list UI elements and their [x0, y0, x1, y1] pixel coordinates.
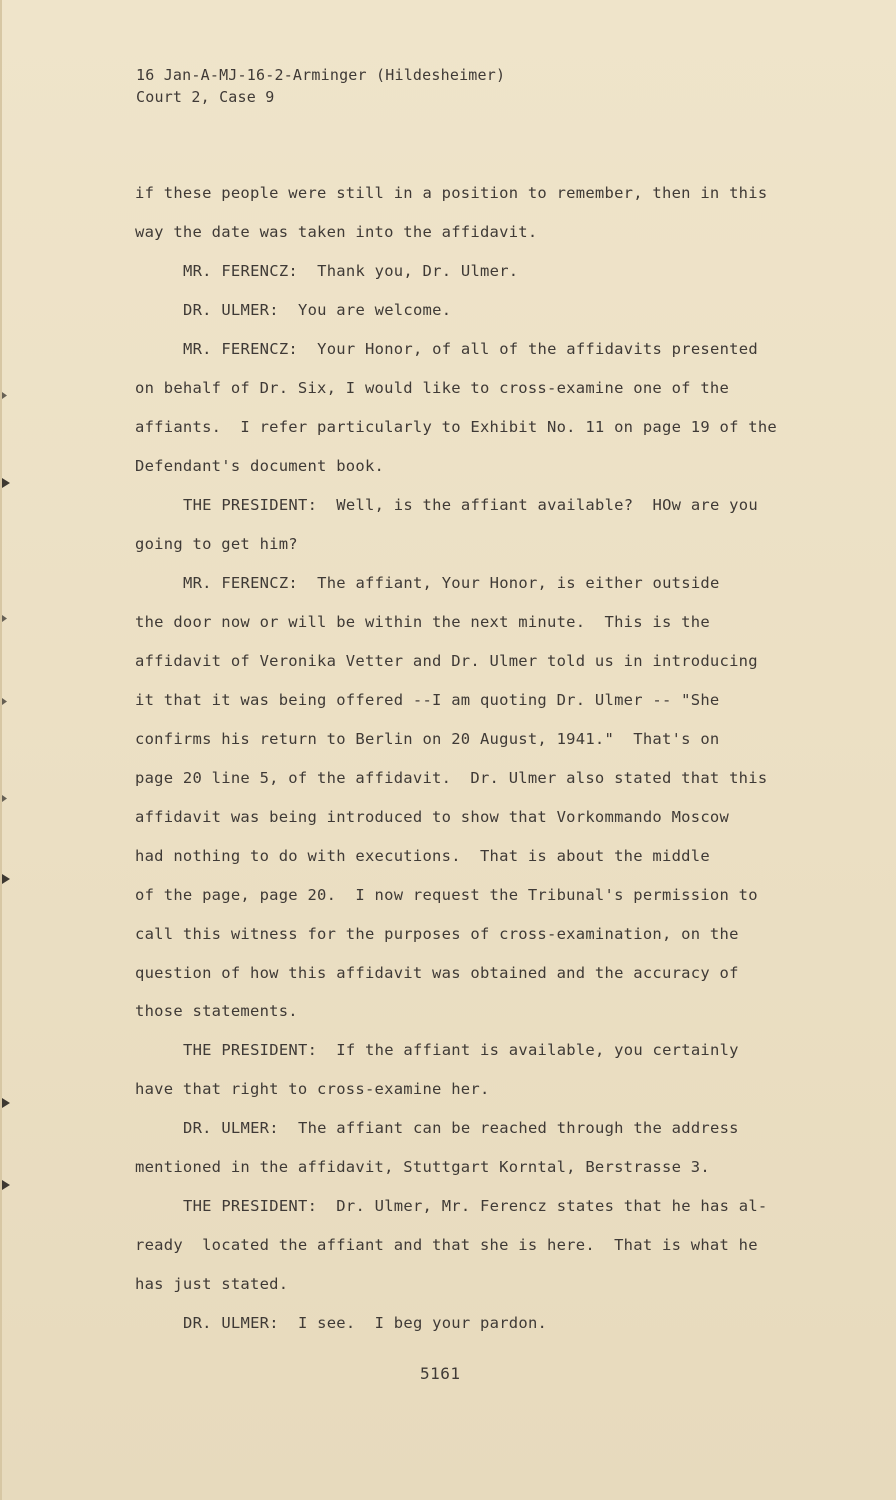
- text-line: page 20 line 5, of the affidavit. Dr. Ulmer also stated that this: [135, 769, 768, 787]
- text-line: affiants. I refer particularly to Exhibit No. 11 on page 19 of the: [135, 418, 777, 436]
- text-line: MR. FERENCZ: Thank you, Dr. Ulmer.: [183, 262, 519, 280]
- margin-mark: [2, 615, 7, 622]
- text-line: affidavit was being introduced to show that Vorkommando Moscow: [135, 808, 730, 826]
- text-line: ready located the affiant and that she is here. That is what he: [135, 1236, 758, 1254]
- text-line: if these people were still in a position to remember, then in this: [135, 184, 768, 202]
- text-line: DR. ULMER: The affiant can be reached through the address: [183, 1119, 739, 1137]
- margin-mark: [2, 874, 10, 884]
- text-line: confirms his return to Berlin on 20 August, 1941." That's on: [135, 730, 720, 748]
- text-line: DR. ULMER: You are welcome.: [183, 301, 452, 319]
- text-line: on behalf of Dr. Six, I would like to cross-examine one of the: [135, 379, 730, 397]
- margin-mark: [2, 1098, 10, 1108]
- margin-mark: [2, 795, 7, 802]
- text-line: going to get him?: [135, 535, 298, 553]
- text-line: THE PRESIDENT: Well, is the affiant available? HOw are you: [183, 496, 758, 514]
- text-line: MR. FERENCZ: Your Honor, of all of the affidavits presented: [183, 340, 758, 358]
- margin-mark: [2, 478, 10, 488]
- margin-mark: [2, 1180, 10, 1190]
- text-line: have that right to cross-examine her.: [135, 1080, 490, 1098]
- text-line: it that it was being offered --I am quoting Dr. Ulmer -- "She: [135, 691, 720, 709]
- text-line: THE PRESIDENT: Dr. Ulmer, Mr. Ferencz states that he has al-: [183, 1197, 768, 1215]
- text-line: of the page, page 20. I now request the Tribunal's permission to: [135, 886, 758, 904]
- text-line: THE PRESIDENT: If the affiant is available, you certainly: [183, 1041, 739, 1059]
- text-line: had nothing to do with executions. That is about the middle: [135, 847, 710, 865]
- text-line: call this witness for the purposes of cross-examination, on the: [135, 925, 739, 943]
- text-line: DR. ULMER: I see. I beg your pardon.: [183, 1314, 548, 1332]
- text-line: MR. FERENCZ: The affiant, Your Honor, is either outside: [183, 574, 720, 592]
- margin-mark: [2, 698, 7, 705]
- page-number: 5161: [420, 1364, 461, 1383]
- text-line: way the date was taken into the affidavit.: [135, 223, 538, 241]
- text-line: those statements.: [135, 1002, 298, 1020]
- text-line: has just stated.: [135, 1275, 289, 1293]
- header-court-case: Court 2, Case 9: [136, 88, 275, 106]
- text-line: question of how this affidavit was obtained and the accuracy of: [135, 964, 739, 982]
- text-line: the door now or will be within the next minute. This is the: [135, 613, 710, 631]
- margin-mark: [2, 392, 7, 399]
- text-line: Defendant's document book.: [135, 457, 385, 475]
- text-line: affidavit of Veronika Vetter and Dr. Ulmer told us in introducing: [135, 652, 758, 670]
- text-line: mentioned in the affidavit, Stuttgart Korntal, Berstrasse 3.: [135, 1158, 710, 1176]
- header-case-reference: 16 Jan-A-MJ-16-2-Arminger (Hildesheimer): [136, 66, 506, 84]
